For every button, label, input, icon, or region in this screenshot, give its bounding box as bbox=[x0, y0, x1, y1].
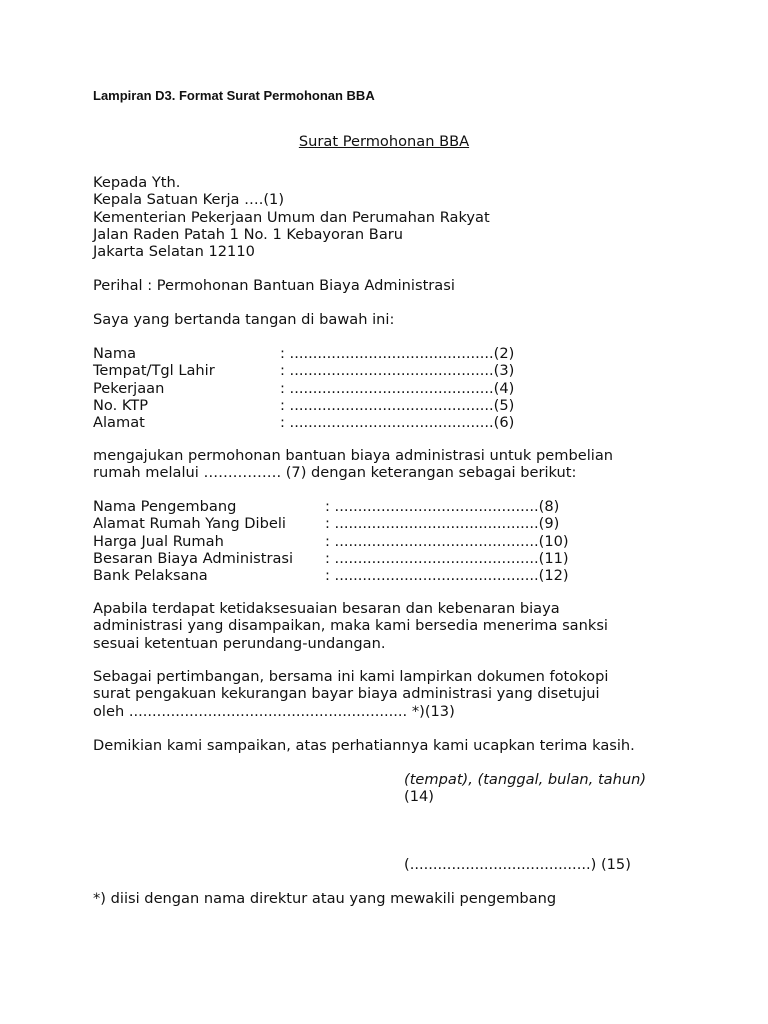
field-label: Alamat Rumah Yang Dibeli bbox=[93, 515, 286, 533]
housing-field-row bbox=[93, 515, 674, 532]
field-label: Besaran Biaya Administrasi bbox=[93, 549, 294, 567]
field-value: : ............................................(5) bbox=[280, 396, 515, 414]
recipient-line: Jalan Raden Patah 1 No. 1 Kebayoran Baru bbox=[93, 225, 404, 243]
paragraph-line: Apabila terdapat ketidaksesuaian besaran dan kebenaran biaya bbox=[93, 600, 560, 617]
field-value: : ............................................(4) bbox=[280, 379, 515, 397]
intro-line bbox=[93, 311, 674, 328]
attachment-paragraph bbox=[93, 668, 674, 720]
field-value: : ............................................(2) bbox=[280, 345, 515, 362]
housing-field-row bbox=[93, 567, 674, 584]
field-label: Nama bbox=[93, 345, 137, 362]
recipient-line: Kepada Yth. bbox=[93, 174, 181, 191]
applicant-field-row bbox=[93, 380, 674, 397]
housing-field-row bbox=[93, 550, 674, 567]
subject-text: Perihal : Permohonan Bantuan Biaya Administrasi bbox=[93, 277, 455, 294]
field-label: Harga Jual Rumah bbox=[93, 532, 224, 550]
recipient-line: Kementerian Pekerjaan Umum dan Perumahan Rakyat bbox=[93, 208, 490, 226]
paragraph-line: rumah melalui ……………. (7) dengan keterangan sebagai berikut: bbox=[93, 464, 577, 482]
closing-sentence bbox=[93, 737, 674, 754]
field-label: Tempat/Tgl Lahir bbox=[93, 362, 215, 380]
sanction-paragraph bbox=[93, 600, 674, 652]
appendix-heading: Lampiran D3. Format Surat Permohonan BBA bbox=[93, 88, 375, 103]
place-date-block bbox=[404, 771, 646, 806]
field-value: : ............................................(9) bbox=[325, 515, 560, 533]
field-label: Pekerjaan bbox=[93, 379, 165, 397]
applicant-field-row bbox=[93, 414, 674, 431]
recipient-line: Jakarta Selatan 12110 bbox=[93, 243, 255, 261]
housing-field-row bbox=[93, 498, 674, 515]
request-paragraph bbox=[93, 447, 674, 482]
field-value: : ............................................(10) bbox=[325, 532, 569, 550]
recipient-line: Kepala Satuan Kerja ….(1) bbox=[93, 191, 285, 209]
signature-block bbox=[404, 856, 631, 873]
paragraph-line: Sebagai pertimbangan, bersama ini kami lampirkan dokumen fotokopi bbox=[93, 668, 609, 685]
applicant-field-row bbox=[93, 345, 674, 362]
place-date-number: (14) bbox=[404, 788, 434, 806]
closing-text: Demikian kami sampaikan, atas perhatiannya kami ucapkan terima kasih. bbox=[93, 737, 635, 754]
paragraph-line: surat pengakuan kekurangan bayar biaya administrasi yang disetujui bbox=[93, 685, 600, 703]
place-date: (tempat), (tanggal, bulan, tahun) bbox=[404, 771, 647, 788]
field-label: Alamat bbox=[93, 414, 145, 432]
applicant-fields bbox=[93, 345, 674, 431]
footnote: *) diisi dengan nama direktur atau yang mewakili pengembang bbox=[93, 890, 557, 907]
paragraph-line: sesuai ketentuan perundang-undangan. bbox=[93, 634, 386, 652]
paragraph-line: administrasi yang disampaikan, maka kami bersedia menerima sanksi bbox=[93, 617, 608, 635]
housing-field-row bbox=[93, 533, 674, 550]
field-value: : ............................................(3) bbox=[280, 362, 515, 380]
subject-line bbox=[93, 277, 674, 294]
paragraph-line: mengajukan permohonan bantuan biaya administrasi untuk pembelian bbox=[93, 447, 614, 464]
applicant-field-row bbox=[93, 362, 674, 379]
recipient-address bbox=[93, 174, 674, 260]
applicant-field-row bbox=[93, 397, 674, 414]
field-value: : ............................................(11) bbox=[325, 549, 569, 567]
field-label: Bank Pelaksana bbox=[93, 567, 208, 585]
footnote-block bbox=[93, 890, 674, 907]
signature-line: (.......................................) (15) bbox=[404, 856, 631, 873]
field-value: : ............................................(6) bbox=[280, 414, 515, 432]
field-value: : ............................................(12) bbox=[325, 567, 569, 585]
letter-title: Surat Permohonan BBA bbox=[298, 133, 470, 150]
paragraph-line: oleh ............................................................ *)(13) bbox=[93, 702, 455, 720]
field-label: Nama Pengembang bbox=[93, 498, 237, 515]
field-value: : ............................................(8) bbox=[325, 498, 560, 515]
field-label: No. KTP bbox=[93, 396, 149, 414]
housing-fields bbox=[93, 498, 674, 584]
intro-text: Saya yang bertanda tangan di bawah ini: bbox=[93, 311, 395, 328]
